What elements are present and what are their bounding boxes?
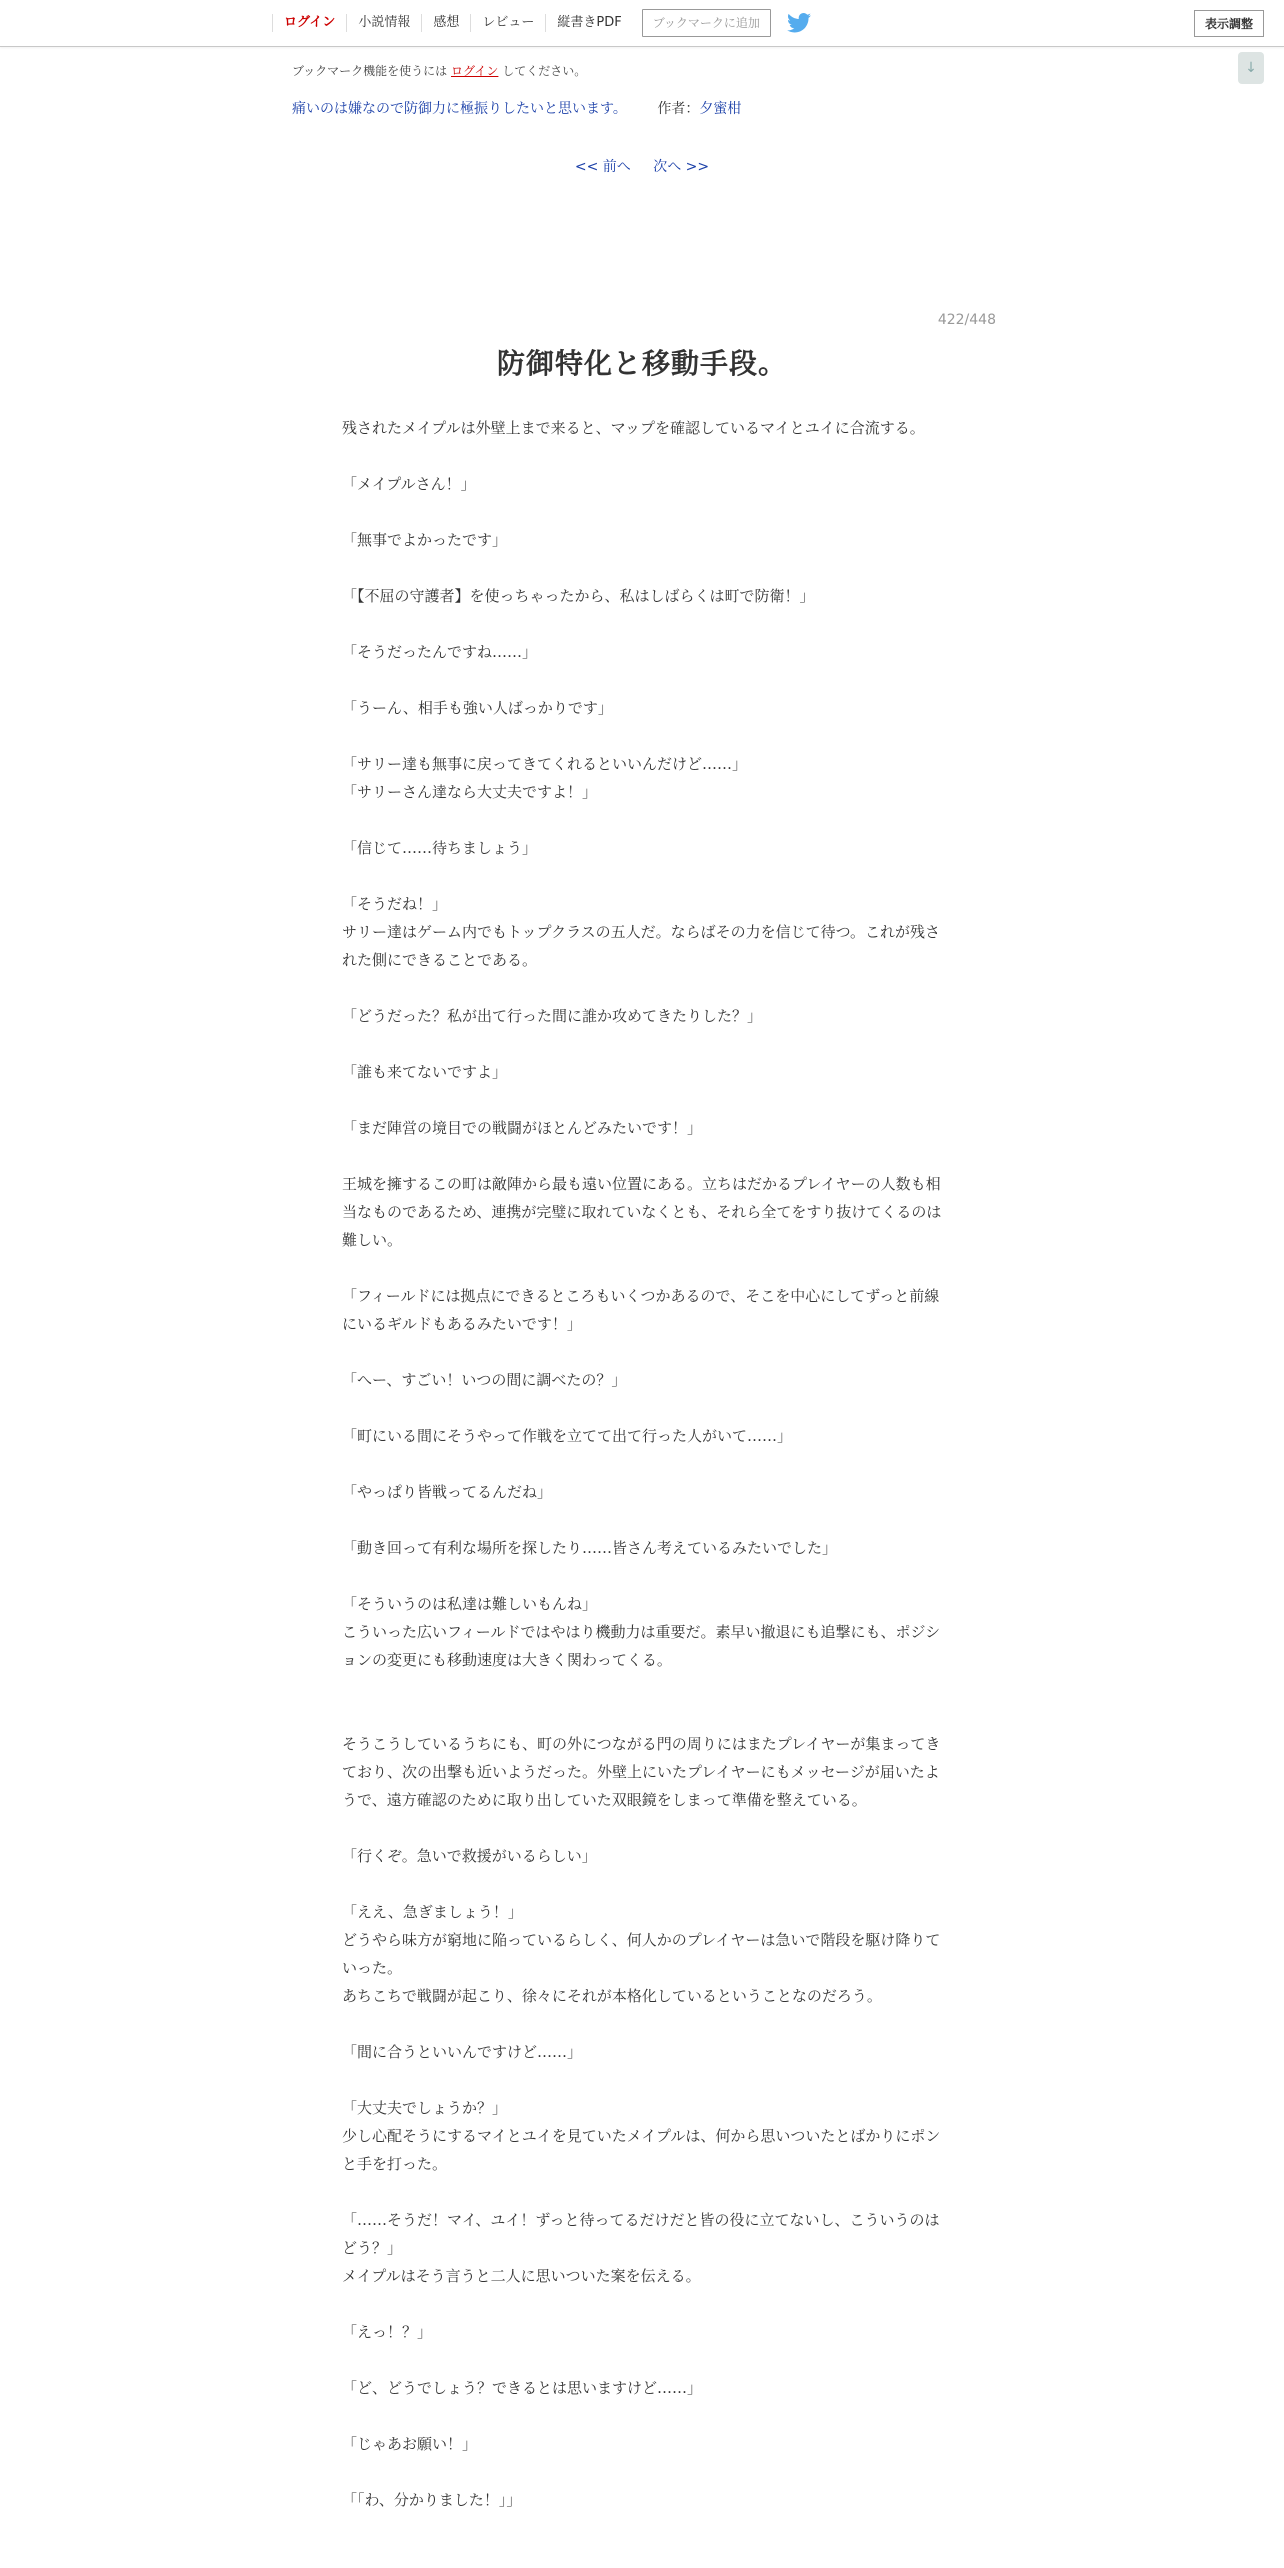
body-paragraph: 「そうだったんですね……」 bbox=[342, 643, 538, 661]
body-paragraph: 「えっ！？」 bbox=[342, 2323, 433, 2341]
blank-line bbox=[342, 666, 942, 694]
body-paragraph: 「うーん、相手も強い人ばっかりです」 bbox=[342, 699, 613, 717]
body-paragraph: 「誰も来てないですよ」 bbox=[342, 1063, 508, 1081]
body-paragraph: 「ど、どうでしょう？できるとは思いますけど……」 bbox=[342, 2379, 703, 2397]
blank-line bbox=[342, 1506, 942, 1534]
blank-line bbox=[342, 2402, 942, 2430]
body-paragraph: 「【不屈の守護者】を使っちゃったから、私はしばらくは町で防衛！」 bbox=[342, 587, 815, 605]
bookmark-note-login-link[interactable]: ログイン bbox=[451, 64, 499, 78]
body-paragraph: 王城を擁するこの町は敵陣から最も遠い位置にある。立ちはだかるプレイヤーの人数も相当なものであるため、連携が完璧に取れていなくとも、それら全てをすり抜けてくるのは難しい。 bbox=[342, 1175, 942, 1249]
blank-line bbox=[342, 1254, 942, 1282]
author-link[interactable]: 夕蜜柑 bbox=[699, 101, 742, 117]
add-bookmark-button[interactable]: ブックマークに追加 bbox=[642, 9, 771, 37]
nav-impressions[interactable]: 感想 bbox=[421, 14, 470, 32]
display-adjust-button[interactable]: 表示調整 bbox=[1194, 10, 1264, 37]
body-paragraph: そうこうしているうちにも、町の外につながる門の周りにはまたプレイヤーが集まってきており、次の出撃も近いようだった。外壁上にいたプレイヤーにもメッセージが届いたようで、遠方確認のために取り出していた双眼鏡をしまって準備を整えている。 bbox=[342, 1735, 941, 1809]
bookmark-note-before: ブックマーク機能を使うには bbox=[292, 64, 448, 78]
body-paragraph: 「メイプルさん！」 bbox=[342, 475, 476, 493]
blank-line bbox=[342, 1142, 942, 1170]
blank-line bbox=[342, 722, 942, 750]
blank-line bbox=[342, 442, 942, 470]
body-paragraph: 「サリーさん達なら大丈夫ですよ！」 bbox=[342, 783, 598, 801]
scroll-down-button[interactable]: ↓ bbox=[1238, 52, 1264, 84]
body-paragraph: こういった広いフィールドではやはり機動力は重要だ。素早い撤退にも追撃にも、ポジションの変更にも移動速度は大きく関わってくる。 bbox=[342, 1623, 941, 1669]
novel-title-link[interactable]: 痛いのは嫌なので防御力に極振りしたいと思います。 bbox=[292, 101, 627, 117]
chapter-counter: 422/448 bbox=[937, 312, 996, 328]
body-paragraph: 「「わ、分かりました！」」 bbox=[342, 2491, 522, 2509]
body-paragraph: 残されたメイプルは外壁上まで来ると、マップを確認しているマイとユイに合流する。 bbox=[342, 419, 925, 437]
chapter-title: 防御特化と移動手段。 bbox=[496, 347, 787, 380]
body-paragraph: 「どうだった？私が出て行った間に誰か攻めてきたりした？」 bbox=[342, 1007, 763, 1025]
blank-line bbox=[342, 862, 942, 890]
body-paragraph: 「フィールドには拠点にできるところもいくつかあるので、そこを中心にしてずっと前線にいるギルドもあるみたいです！」 bbox=[342, 1287, 940, 1333]
body-paragraph: 「まだ陣営の境目での戦闘がほとんどみたいです！」 bbox=[342, 1119, 703, 1137]
blank-line bbox=[342, 1702, 942, 1730]
blank-line bbox=[342, 1030, 942, 1058]
blank-line bbox=[342, 974, 942, 1002]
body-paragraph: 「町にいる間にそうやって作戦を立てて出て行った人がいて……」 bbox=[342, 1427, 793, 1445]
blank-line bbox=[342, 1674, 942, 1702]
blank-line bbox=[342, 2458, 942, 2486]
chapter-body bbox=[342, 414, 942, 2514]
body-paragraph: 「じゃあお願い！」 bbox=[342, 2435, 478, 2453]
body-paragraph: 「動き回って有利な場所を探したり……皆さん考えているみたいでした」 bbox=[342, 1539, 838, 1557]
blank-line bbox=[342, 2346, 942, 2374]
nav-novel-info[interactable]: 小説情報 bbox=[346, 14, 421, 32]
bookmark-note-after: してください。 bbox=[502, 64, 587, 78]
body-paragraph: どうやら味方が窮地に陥っているらしく、何人かのプレイヤーは急いで階段を駆け降りていった。 bbox=[342, 1931, 941, 1977]
blank-line bbox=[342, 498, 942, 526]
bookmark-login-note bbox=[292, 62, 586, 79]
blank-line bbox=[342, 1814, 942, 1842]
body-paragraph: 「行くぞ。急いで救援がいるらしい」 bbox=[342, 1847, 597, 1865]
chapter-pager bbox=[0, 156, 1284, 176]
blank-line bbox=[342, 1394, 942, 1422]
body-paragraph: 「へー、すごい！いつの間に調べたの？」 bbox=[342, 1371, 627, 1389]
body-paragraph: 「そうだね！」 bbox=[342, 895, 448, 913]
blank-line bbox=[342, 610, 942, 638]
blank-line bbox=[342, 806, 942, 834]
body-paragraph: サリー達はゲーム内でもトップクラスの五人だ。ならばその力を信じて待つ。これが残された側にできることである。 bbox=[342, 923, 941, 969]
blank-line bbox=[342, 2066, 942, 2094]
blank-line bbox=[342, 2178, 942, 2206]
prev-chapter-link[interactable]: << 前へ bbox=[574, 159, 631, 175]
body-paragraph: 「ええ、急ぎましょう！」 bbox=[342, 1903, 523, 1921]
top-nav bbox=[272, 0, 811, 46]
body-paragraph: 「無事でよかったです」 bbox=[342, 531, 508, 549]
blank-line bbox=[342, 2290, 942, 2318]
blank-line bbox=[342, 1338, 942, 1366]
blank-line bbox=[342, 554, 942, 582]
blank-line bbox=[342, 1450, 942, 1478]
body-paragraph: 「間に合うといいんですけど……」 bbox=[342, 2043, 583, 2061]
nav-review[interactable]: レビュー bbox=[470, 14, 545, 32]
body-paragraph: 「信じて……待ちましょう」 bbox=[342, 839, 538, 857]
nav-vertical-pdf[interactable]: 縦書きPDF bbox=[545, 14, 632, 32]
body-paragraph: 「そういうのは私達は難しいもんね」 bbox=[342, 1595, 598, 1613]
body-paragraph: 「大丈夫でしょうか？」 bbox=[342, 2099, 508, 2117]
top-bar bbox=[0, 0, 1284, 47]
body-paragraph: 「やっぱり皆戦ってるんだね」 bbox=[342, 1483, 553, 1501]
blank-line bbox=[342, 1562, 942, 1590]
blank-line bbox=[342, 1870, 942, 1898]
author-label: 作者： bbox=[657, 101, 700, 117]
blank-line bbox=[342, 2010, 942, 2038]
body-paragraph: メイプルはそう言うと二人に思いついた案を伝える。 bbox=[342, 2267, 701, 2285]
blank-line bbox=[342, 1086, 942, 1114]
body-paragraph: あちこちで戦闘が起こり、徐々にそれが本格化しているということなのだろう。 bbox=[342, 1987, 882, 2005]
body-paragraph: 少し心配そうにするマイとユイを見ていたメイプルは、何から思いついたとばかりにポンと手を打った。 bbox=[342, 2127, 941, 2173]
body-paragraph: 「サリー達も無事に戻ってきてくれるといいんだけど……」 bbox=[342, 755, 748, 773]
novel-info-line bbox=[292, 98, 741, 118]
nav-login[interactable]: ログイン bbox=[272, 14, 346, 32]
body-paragraph: 「……そうだ！マイ、ユイ！ずっと待ってるだけだと皆の役に立てないし、こういうのはどう？」 bbox=[342, 2211, 940, 2257]
next-chapter-link[interactable]: 次へ >> bbox=[653, 159, 710, 175]
twitter-icon[interactable] bbox=[787, 13, 811, 33]
